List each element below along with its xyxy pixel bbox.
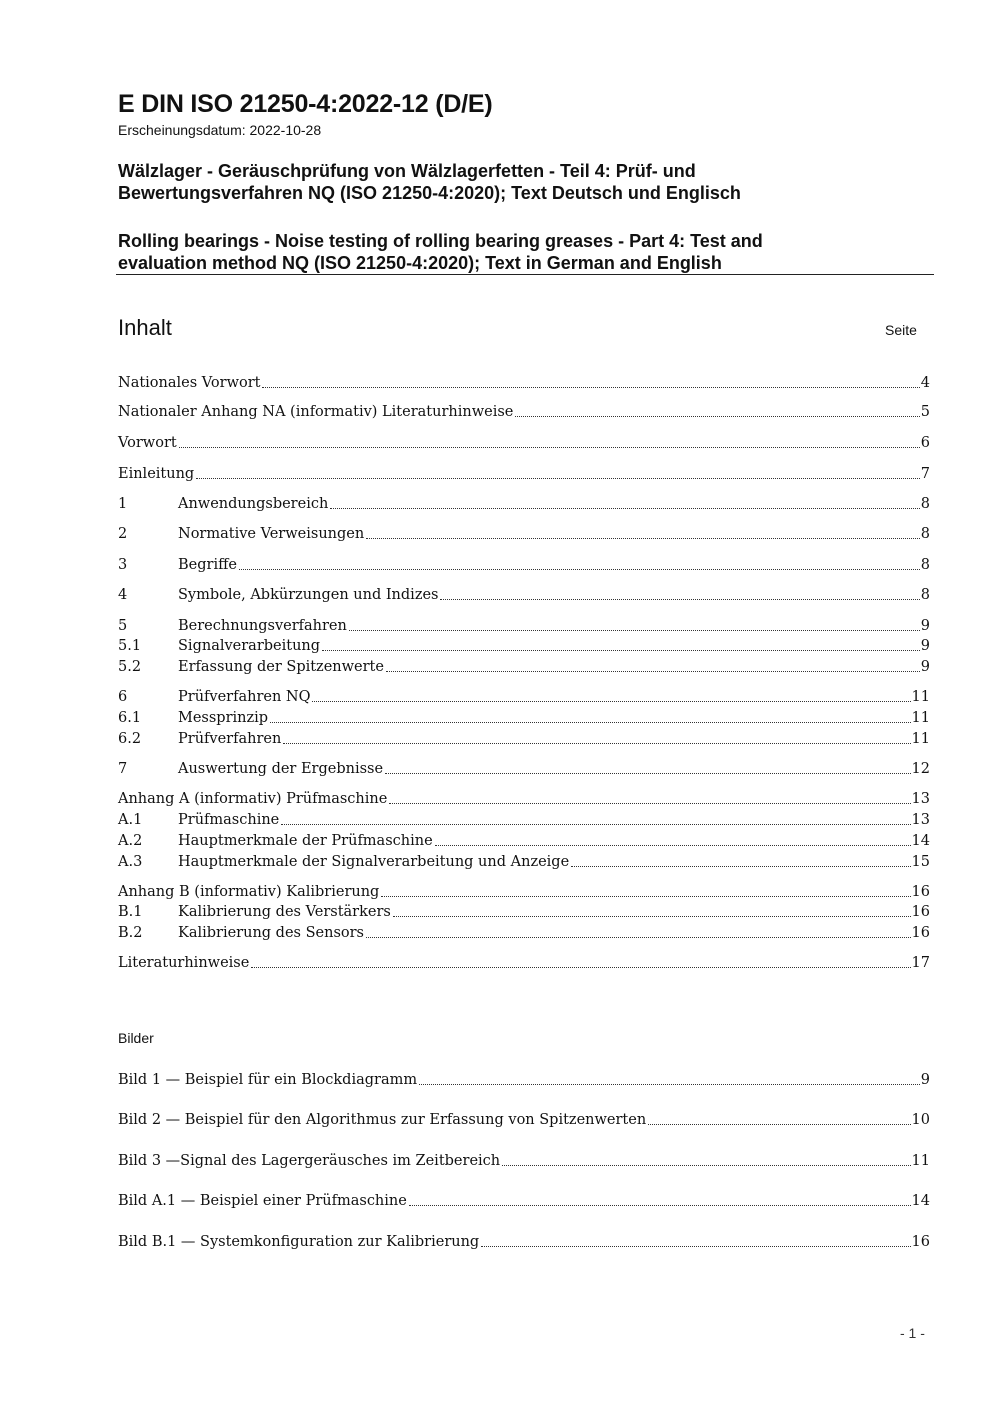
- dot-leader: [419, 1083, 920, 1085]
- toc-entry-label: Auswertung der Ergebnisse: [178, 761, 384, 777]
- figure-entry-page: 11: [911, 1153, 930, 1169]
- toc-entry-number: B.2: [118, 925, 143, 941]
- toc-entry[interactable]: [118, 493, 930, 513]
- toc-entry-label: Literaturhinweise: [118, 955, 250, 971]
- toc-entry-page: 11: [911, 710, 930, 726]
- figure-entry[interactable]: [118, 1109, 930, 1129]
- dot-leader: [262, 386, 919, 388]
- toc-entry-number: 5.2: [118, 659, 142, 675]
- toc-entry-page: 13: [911, 791, 930, 807]
- title-english: [118, 230, 938, 274]
- toc-entry-label: Messprinzip: [178, 710, 269, 726]
- figure-entry-page: 16: [911, 1234, 930, 1250]
- toc-entry[interactable]: [118, 372, 930, 392]
- toc-entry[interactable]: [118, 686, 930, 706]
- toc-entry[interactable]: [118, 432, 930, 452]
- toc-entry[interactable]: [118, 788, 930, 808]
- toc-entry[interactable]: [118, 463, 930, 483]
- dot-leader: [366, 936, 911, 938]
- toc-entry-label: Prüfverfahren NQ: [178, 689, 311, 705]
- toc-entry[interactable]: [118, 635, 930, 655]
- toc-entry-label: Hauptmerkmale der Signalverarbeitung und Anzeige: [178, 854, 570, 870]
- toc-entry[interactable]: [118, 922, 930, 942]
- page-number: - 1 -: [900, 1325, 925, 1341]
- toc-entry-page: 4: [920, 375, 930, 391]
- toc-entry-number: 5.1: [118, 638, 142, 654]
- figure-entry[interactable]: [118, 1150, 930, 1170]
- title-english-line-2: evaluation method NQ (ISO 21250-4:2020); Text in German and English: [118, 253, 722, 273]
- toc-entry-number: 6.2: [118, 731, 142, 747]
- figure-entry[interactable]: [118, 1231, 930, 1251]
- toc-entry-page: 9: [920, 618, 930, 634]
- toc-entry-number: B.1: [118, 904, 143, 920]
- figure-entry[interactable]: [118, 1190, 930, 1210]
- toc-entry[interactable]: [118, 554, 930, 574]
- toc-entry-number: 3: [118, 557, 128, 573]
- figure-entry[interactable]: [118, 1069, 930, 1089]
- toc-entry[interactable]: [118, 656, 930, 676]
- title-german: [118, 160, 938, 204]
- toc-entry-label: Hauptmerkmale der Prüfmaschine: [178, 833, 433, 849]
- toc-entry-label: Vorwort: [118, 435, 177, 451]
- dot-leader: [283, 742, 910, 744]
- publication-date: Erscheinungsdatum: 2022-10-28: [118, 122, 322, 138]
- figure-entry-label: Bild 3 —Signal des Lagergeräusches im Zeitbereich: [118, 1153, 501, 1169]
- dot-leader: [196, 477, 920, 479]
- figure-entry-label: Bild 1 — Beispiel für ein Blockdiagramm: [118, 1072, 418, 1088]
- toc-entry-page: 12: [911, 761, 930, 777]
- toc-entry[interactable]: [118, 758, 930, 778]
- toc-entry-label: Einleitung: [118, 466, 195, 482]
- toc-entry-label: Symbole, Abkürzungen und Indizes: [178, 587, 439, 603]
- toc-entry-label: Begriffe: [178, 557, 237, 573]
- toc-entry-number: A.3: [118, 854, 143, 870]
- toc-entry-label: Kalibrierung des Sensors: [178, 925, 364, 941]
- figure-entry-label: Bild B.1 — Systemkonfiguration zur Kalibrierung: [118, 1234, 480, 1250]
- toc-entry[interactable]: [118, 728, 930, 748]
- toc-entry-label: Signalverarbeitung: [178, 638, 321, 654]
- dot-leader: [648, 1123, 910, 1125]
- toc-entry[interactable]: [118, 401, 930, 421]
- dot-leader: [386, 670, 920, 672]
- toc-entry-page: 5: [920, 404, 930, 420]
- dot-leader: [349, 629, 920, 631]
- toc-entry-label: Normative Verweisungen: [178, 526, 365, 542]
- toc-entry-page: 11: [911, 731, 930, 747]
- toc-entry-page: 16: [911, 884, 930, 900]
- toc-entry-number: 6: [118, 689, 128, 705]
- toc-entry-number: 1: [118, 496, 128, 512]
- toc-entry[interactable]: [118, 851, 930, 871]
- toc-entry[interactable]: [118, 584, 930, 604]
- dot-leader: [251, 966, 910, 968]
- toc-entry[interactable]: [118, 952, 930, 972]
- toc-entry[interactable]: [118, 615, 930, 635]
- toc-entry-page: 8: [920, 587, 930, 603]
- dot-leader: [502, 1164, 910, 1166]
- toc-entry-label: Nationales Vorwort: [118, 375, 261, 391]
- figure-entry-page: 10: [911, 1112, 930, 1128]
- dot-leader: [481, 1245, 910, 1247]
- dot-leader: [435, 844, 911, 846]
- dot-leader: [239, 568, 920, 570]
- title-divider: [116, 274, 934, 275]
- toc-entry[interactable]: [118, 881, 930, 901]
- toc-page-column-label: Seite: [885, 322, 917, 338]
- toc-entry-page: 14: [911, 833, 930, 849]
- dot-leader: [389, 802, 910, 804]
- dot-leader: [322, 649, 920, 651]
- toc-entry-label: Nationaler Anhang NA (informativ) Literaturhinweise: [118, 404, 514, 420]
- toc-entry-number: 6.1: [118, 710, 142, 726]
- toc-heading: Inhalt: [118, 315, 172, 340]
- toc-entry-page: 8: [920, 496, 930, 512]
- toc-entry-number: A.2: [118, 833, 143, 849]
- toc-entry-label: Kalibrierung des Verstärkers: [178, 904, 391, 920]
- toc-entry-page: 16: [911, 925, 930, 941]
- title-english-line-1: Rolling bearings - Noise testing of rolling bearing greases - Part 4: Test and: [118, 231, 763, 251]
- figures-heading: Bilder: [118, 1030, 154, 1046]
- toc-entry-label: Anhang A (informativ) Prüfmaschine: [118, 791, 388, 807]
- toc-entry-page: 8: [920, 526, 930, 542]
- dot-leader: [515, 415, 919, 417]
- toc-entry-page: 15: [911, 854, 930, 870]
- dot-leader: [381, 895, 910, 897]
- toc-entry-label: Anhang B (informativ) Kalibrierung: [118, 884, 380, 900]
- toc-entry[interactable]: [118, 901, 930, 921]
- toc-entry-label: Berechnungsverfahren: [178, 618, 347, 634]
- toc-entry-number: 7: [118, 761, 128, 777]
- dot-leader: [270, 721, 910, 723]
- toc-entry-label: Prüfverfahren: [178, 731, 282, 747]
- toc-entry[interactable]: [118, 707, 930, 727]
- dot-leader: [330, 507, 919, 509]
- toc-entry-number: 2: [118, 526, 128, 542]
- toc-entry-number: A.1: [118, 812, 143, 828]
- dot-leader: [393, 915, 911, 917]
- toc-entry-page: 17: [911, 955, 930, 971]
- toc-entry-label: Erfassung der Spitzenwerte: [178, 659, 384, 675]
- toc-entry-number: 5: [118, 618, 128, 634]
- toc-entry[interactable]: [118, 830, 930, 850]
- toc-entry-number: 4: [118, 587, 128, 603]
- document-code: E DIN ISO 21250-4:2022-12 (D/E): [118, 90, 493, 118]
- figure-entry-label: Bild A.1 — Beispiel einer Prüfmaschine: [118, 1193, 407, 1209]
- dot-leader: [571, 865, 910, 867]
- figure-entry-page: 14: [911, 1193, 930, 1209]
- dot-leader: [312, 700, 910, 702]
- toc-entry-page: 13: [911, 812, 930, 828]
- dot-leader: [366, 537, 920, 539]
- dot-leader: [409, 1204, 911, 1206]
- toc-entry-page: 9: [920, 638, 930, 654]
- dot-leader: [385, 772, 910, 774]
- toc-entry-label: Anwendungsbereich: [178, 496, 329, 512]
- dot-leader: [179, 446, 920, 448]
- toc-entry[interactable]: [118, 809, 930, 829]
- toc-entry-page: 6: [920, 435, 930, 451]
- toc-entry-page: 11: [911, 689, 930, 705]
- figure-entry-page: 9: [920, 1072, 930, 1088]
- title-german-line-1: Wälzlager - Geräuschprüfung von Wälzlagerfetten - Teil 4: Prüf- und: [118, 161, 696, 181]
- toc-entry-page: 7: [920, 466, 930, 482]
- toc-entry-page: 9: [920, 659, 930, 675]
- toc-entry-label: Prüfmaschine: [178, 812, 280, 828]
- toc-entry-page: 16: [911, 904, 930, 920]
- dot-leader: [281, 823, 910, 825]
- title-german-line-2: Bewertungsverfahren NQ (ISO 21250-4:2020); Text Deutsch und Englisch: [118, 183, 741, 203]
- toc-entry[interactable]: [118, 523, 930, 543]
- figure-entry-label: Bild 2 — Beispiel für den Algorithmus zur Erfassung von Spitzenwerten: [118, 1112, 647, 1128]
- dot-leader: [440, 598, 919, 600]
- toc-entry-page: 8: [920, 557, 930, 573]
